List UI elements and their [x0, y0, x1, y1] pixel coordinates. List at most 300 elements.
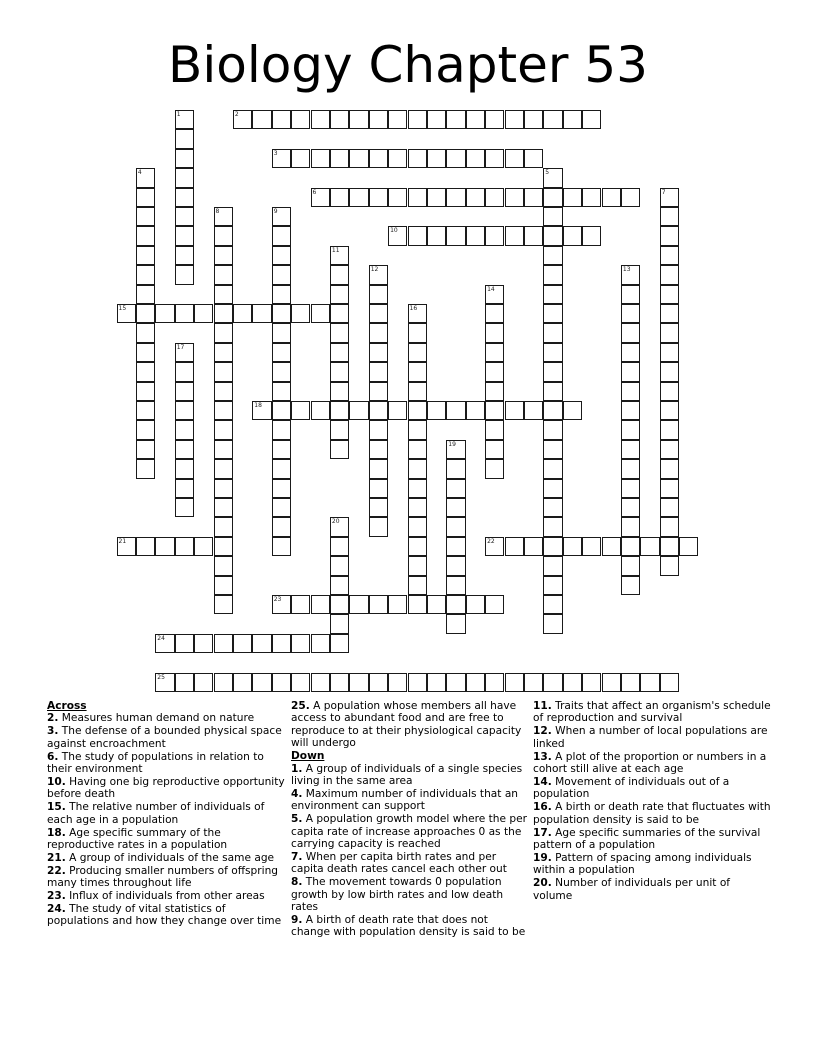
- grid-cell[interactable]: [408, 673, 427, 692]
- grid-cell[interactable]: [311, 595, 330, 614]
- grid-cell[interactable]: [272, 207, 291, 226]
- grid-cell[interactable]: [524, 110, 543, 129]
- grid-cell[interactable]: [155, 634, 174, 653]
- grid-cell[interactable]: [582, 226, 601, 245]
- grid-cell[interactable]: [524, 188, 543, 207]
- grid-cell[interactable]: [621, 498, 640, 517]
- grid-cell[interactable]: [175, 168, 194, 187]
- grid-cell[interactable]: [272, 595, 291, 614]
- grid-cell[interactable]: [466, 673, 485, 692]
- grid-cell[interactable]: [563, 226, 582, 245]
- grid-cell[interactable]: [466, 226, 485, 245]
- grid-cell[interactable]: [524, 149, 543, 168]
- grid-cell[interactable]: [311, 634, 330, 653]
- grid-cell[interactable]: [602, 673, 621, 692]
- grid-cell[interactable]: [408, 537, 427, 556]
- grid-cell[interactable]: [369, 595, 388, 614]
- grid-cell[interactable]: [660, 226, 679, 245]
- grid-cell[interactable]: [330, 614, 349, 633]
- grid-cell[interactable]: [214, 634, 233, 653]
- grid-cell[interactable]: [427, 226, 446, 245]
- grid-cell[interactable]: [214, 537, 233, 556]
- grid-cell[interactable]: [136, 168, 155, 187]
- grid-cell[interactable]: [214, 498, 233, 517]
- grid-cell[interactable]: [175, 537, 194, 556]
- grid-cell[interactable]: [660, 343, 679, 362]
- grid-cell[interactable]: [408, 343, 427, 362]
- grid-cell[interactable]: [660, 207, 679, 226]
- grid-cell[interactable]: [408, 459, 427, 478]
- grid-cell[interactable]: [446, 459, 465, 478]
- grid-cell[interactable]: [330, 595, 349, 614]
- grid-cell[interactable]: [543, 556, 562, 575]
- grid-cell[interactable]: [621, 188, 640, 207]
- grid-cell[interactable]: [660, 401, 679, 420]
- grid-cell[interactable]: [214, 323, 233, 342]
- grid-cell[interactable]: [543, 420, 562, 439]
- grid-cell[interactable]: [446, 149, 465, 168]
- grid-cell[interactable]: [563, 673, 582, 692]
- grid-cell[interactable]: [543, 595, 562, 614]
- grid-cell[interactable]: [408, 110, 427, 129]
- grid-cell[interactable]: [446, 440, 465, 459]
- grid-cell[interactable]: [563, 188, 582, 207]
- grid-cell[interactable]: [272, 440, 291, 459]
- grid-cell[interactable]: [349, 149, 368, 168]
- grid-cell[interactable]: [369, 323, 388, 342]
- grid-cell[interactable]: [272, 304, 291, 323]
- grid-cell[interactable]: [408, 479, 427, 498]
- grid-cell[interactable]: [505, 110, 524, 129]
- grid-cell[interactable]: [214, 517, 233, 536]
- grid-cell[interactable]: [175, 401, 194, 420]
- grid-cell[interactable]: [408, 440, 427, 459]
- grid-cell[interactable]: [136, 362, 155, 381]
- grid-cell[interactable]: [446, 673, 465, 692]
- grid-cell[interactable]: [388, 110, 407, 129]
- grid-cell[interactable]: [427, 673, 446, 692]
- grid-cell[interactable]: [330, 517, 349, 536]
- grid-cell[interactable]: [524, 673, 543, 692]
- grid-cell[interactable]: [543, 188, 562, 207]
- grid-cell[interactable]: [330, 246, 349, 265]
- grid-cell[interactable]: [660, 323, 679, 342]
- grid-cell[interactable]: [660, 420, 679, 439]
- grid-cell[interactable]: [485, 323, 504, 342]
- grid-cell[interactable]: [136, 343, 155, 362]
- grid-cell[interactable]: [543, 498, 562, 517]
- grid-cell[interactable]: [524, 537, 543, 556]
- grid-cell[interactable]: [175, 110, 194, 129]
- grid-cell[interactable]: [330, 285, 349, 304]
- grid-cell[interactable]: [660, 265, 679, 284]
- grid-cell[interactable]: [582, 537, 601, 556]
- grid-cell[interactable]: [175, 459, 194, 478]
- grid-cell[interactable]: [272, 537, 291, 556]
- grid-cell[interactable]: [272, 265, 291, 284]
- grid-cell[interactable]: [330, 343, 349, 362]
- grid-cell[interactable]: [369, 673, 388, 692]
- grid-cell[interactable]: [621, 556, 640, 575]
- grid-cell[interactable]: [175, 498, 194, 517]
- grid-cell[interactable]: [252, 110, 271, 129]
- grid-cell[interactable]: [369, 362, 388, 381]
- grid-cell[interactable]: [427, 188, 446, 207]
- grid-cell[interactable]: [621, 362, 640, 381]
- grid-cell[interactable]: [602, 537, 621, 556]
- grid-cell[interactable]: [330, 362, 349, 381]
- grid-cell[interactable]: [660, 188, 679, 207]
- grid-cell[interactable]: [330, 537, 349, 556]
- grid-cell[interactable]: [543, 459, 562, 478]
- grid-cell[interactable]: [214, 304, 233, 323]
- grid-cell[interactable]: [485, 362, 504, 381]
- grid-cell[interactable]: [330, 265, 349, 284]
- grid-cell[interactable]: [621, 576, 640, 595]
- grid-cell[interactable]: [408, 323, 427, 342]
- grid-cell[interactable]: [349, 673, 368, 692]
- grid-cell[interactable]: [660, 440, 679, 459]
- grid-cell[interactable]: [660, 556, 679, 575]
- grid-cell[interactable]: [214, 362, 233, 381]
- grid-cell[interactable]: [582, 110, 601, 129]
- grid-cell[interactable]: [543, 362, 562, 381]
- grid-cell[interactable]: [349, 110, 368, 129]
- grid-cell[interactable]: [621, 285, 640, 304]
- grid-cell[interactable]: [485, 459, 504, 478]
- grid-cell[interactable]: [330, 304, 349, 323]
- grid-cell[interactable]: [640, 673, 659, 692]
- grid-cell[interactable]: [543, 323, 562, 342]
- grid-cell[interactable]: [446, 517, 465, 536]
- grid-cell[interactable]: [330, 188, 349, 207]
- grid-cell[interactable]: [136, 323, 155, 342]
- grid-cell[interactable]: [446, 556, 465, 575]
- grid-cell[interactable]: [272, 420, 291, 439]
- grid-cell[interactable]: [446, 498, 465, 517]
- grid-cell[interactable]: [563, 401, 582, 420]
- grid-cell[interactable]: [233, 634, 252, 653]
- grid-cell[interactable]: [621, 459, 640, 478]
- grid-cell[interactable]: [446, 595, 465, 614]
- grid-cell[interactable]: [272, 343, 291, 362]
- grid-cell[interactable]: [272, 479, 291, 498]
- grid-cell[interactable]: [291, 673, 310, 692]
- grid-cell[interactable]: [330, 323, 349, 342]
- grid-cell[interactable]: [272, 517, 291, 536]
- grid-cell[interactable]: [621, 343, 640, 362]
- grid-cell[interactable]: [272, 246, 291, 265]
- grid-cell[interactable]: [369, 420, 388, 439]
- grid-cell[interactable]: [136, 401, 155, 420]
- grid-cell[interactable]: [621, 382, 640, 401]
- grid-cell[interactable]: [543, 517, 562, 536]
- grid-cell[interactable]: [194, 673, 213, 692]
- grid-cell[interactable]: [330, 401, 349, 420]
- grid-cell[interactable]: [660, 246, 679, 265]
- grid-cell[interactable]: [466, 188, 485, 207]
- grid-cell[interactable]: [621, 479, 640, 498]
- grid-cell[interactable]: [485, 304, 504, 323]
- grid-cell[interactable]: [214, 246, 233, 265]
- grid-cell[interactable]: [214, 401, 233, 420]
- grid-cell[interactable]: [621, 673, 640, 692]
- grid-cell[interactable]: [408, 401, 427, 420]
- grid-cell[interactable]: [136, 226, 155, 245]
- grid-cell[interactable]: [369, 459, 388, 478]
- grid-cell[interactable]: [136, 285, 155, 304]
- grid-cell[interactable]: [582, 188, 601, 207]
- grid-cell[interactable]: [408, 362, 427, 381]
- grid-cell[interactable]: [388, 226, 407, 245]
- grid-cell[interactable]: [660, 537, 679, 556]
- grid-cell[interactable]: [214, 576, 233, 595]
- grid-cell[interactable]: [505, 537, 524, 556]
- grid-cell[interactable]: [369, 382, 388, 401]
- grid-cell[interactable]: [272, 673, 291, 692]
- grid-cell[interactable]: [214, 207, 233, 226]
- grid-cell[interactable]: [155, 673, 174, 692]
- grid-cell[interactable]: [543, 246, 562, 265]
- grid-cell[interactable]: [543, 614, 562, 633]
- grid-cell[interactable]: [524, 226, 543, 245]
- grid-cell[interactable]: [175, 207, 194, 226]
- grid-cell[interactable]: [175, 479, 194, 498]
- grid-cell[interactable]: [621, 420, 640, 439]
- grid-cell[interactable]: [291, 401, 310, 420]
- grid-cell[interactable]: [369, 517, 388, 536]
- grid-cell[interactable]: [408, 188, 427, 207]
- grid-cell[interactable]: [485, 343, 504, 362]
- grid-cell[interactable]: [136, 459, 155, 478]
- grid-cell[interactable]: [485, 595, 504, 614]
- grid-cell[interactable]: [330, 634, 349, 653]
- grid-cell[interactable]: [330, 576, 349, 595]
- grid-cell[interactable]: [446, 576, 465, 595]
- grid-cell[interactable]: [272, 401, 291, 420]
- grid-cell[interactable]: [621, 537, 640, 556]
- grid-cell[interactable]: [485, 382, 504, 401]
- grid-cell[interactable]: [194, 634, 213, 653]
- grid-cell[interactable]: [175, 129, 194, 148]
- grid-cell[interactable]: [214, 285, 233, 304]
- grid-cell[interactable]: [408, 420, 427, 439]
- grid-cell[interactable]: [543, 207, 562, 226]
- grid-cell[interactable]: [252, 401, 271, 420]
- grid-cell[interactable]: [485, 149, 504, 168]
- grid-cell[interactable]: [408, 517, 427, 536]
- grid-cell[interactable]: [272, 362, 291, 381]
- grid-cell[interactable]: [388, 673, 407, 692]
- grid-cell[interactable]: [505, 226, 524, 245]
- grid-cell[interactable]: [582, 673, 601, 692]
- grid-cell[interactable]: [446, 110, 465, 129]
- grid-cell[interactable]: [408, 226, 427, 245]
- grid-cell[interactable]: [485, 226, 504, 245]
- grid-cell[interactable]: [175, 440, 194, 459]
- grid-cell[interactable]: [330, 440, 349, 459]
- grid-cell[interactable]: [446, 188, 465, 207]
- grid-cell[interactable]: [485, 285, 504, 304]
- grid-cell[interactable]: [233, 110, 252, 129]
- grid-cell[interactable]: [175, 673, 194, 692]
- grid-cell[interactable]: [311, 188, 330, 207]
- grid-cell[interactable]: [543, 343, 562, 362]
- grid-cell[interactable]: [543, 304, 562, 323]
- grid-cell[interactable]: [621, 440, 640, 459]
- grid-cell[interactable]: [427, 149, 446, 168]
- grid-cell[interactable]: [175, 188, 194, 207]
- grid-cell[interactable]: [388, 188, 407, 207]
- grid-cell[interactable]: [136, 188, 155, 207]
- grid-cell[interactable]: [446, 614, 465, 633]
- grid-cell[interactable]: [291, 149, 310, 168]
- grid-cell[interactable]: [252, 634, 271, 653]
- grid-cell[interactable]: [349, 595, 368, 614]
- grid-cell[interactable]: [408, 382, 427, 401]
- grid-cell[interactable]: [311, 304, 330, 323]
- grid-cell[interactable]: [485, 401, 504, 420]
- grid-cell[interactable]: [543, 265, 562, 284]
- grid-cell[interactable]: [349, 401, 368, 420]
- grid-cell[interactable]: [272, 634, 291, 653]
- grid-cell[interactable]: [466, 149, 485, 168]
- grid-cell[interactable]: [485, 440, 504, 459]
- grid-cell[interactable]: [272, 498, 291, 517]
- grid-cell[interactable]: [330, 382, 349, 401]
- grid-cell[interactable]: [543, 382, 562, 401]
- grid-cell[interactable]: [543, 401, 562, 420]
- grid-cell[interactable]: [214, 595, 233, 614]
- grid-cell[interactable]: [272, 110, 291, 129]
- grid-cell[interactable]: [175, 420, 194, 439]
- grid-cell[interactable]: [311, 149, 330, 168]
- grid-cell[interactable]: [175, 246, 194, 265]
- grid-cell[interactable]: [660, 479, 679, 498]
- grid-cell[interactable]: [330, 149, 349, 168]
- grid-cell[interactable]: [175, 634, 194, 653]
- grid-cell[interactable]: [563, 537, 582, 556]
- grid-cell[interactable]: [524, 401, 543, 420]
- grid-cell[interactable]: [679, 537, 698, 556]
- grid-cell[interactable]: [330, 110, 349, 129]
- grid-cell[interactable]: [252, 304, 271, 323]
- grid-cell[interactable]: [369, 188, 388, 207]
- grid-cell[interactable]: [252, 673, 271, 692]
- grid-cell[interactable]: [640, 537, 659, 556]
- grid-cell[interactable]: [330, 673, 349, 692]
- grid-cell[interactable]: [155, 304, 174, 323]
- grid-cell[interactable]: [194, 537, 213, 556]
- grid-cell[interactable]: [505, 673, 524, 692]
- grid-cell[interactable]: [291, 110, 310, 129]
- grid-cell[interactable]: [621, 265, 640, 284]
- grid-cell[interactable]: [505, 149, 524, 168]
- grid-cell[interactable]: [485, 673, 504, 692]
- grid-cell[interactable]: [446, 226, 465, 245]
- grid-cell[interactable]: [543, 226, 562, 245]
- grid-cell[interactable]: [136, 420, 155, 439]
- grid-cell[interactable]: [136, 304, 155, 323]
- grid-cell[interactable]: [466, 401, 485, 420]
- grid-cell[interactable]: [175, 362, 194, 381]
- grid-cell[interactable]: [621, 401, 640, 420]
- grid-cell[interactable]: [175, 265, 194, 284]
- grid-cell[interactable]: [272, 382, 291, 401]
- grid-cell[interactable]: [621, 323, 640, 342]
- grid-cell[interactable]: [446, 401, 465, 420]
- grid-cell[interactable]: [136, 382, 155, 401]
- grid-cell[interactable]: [117, 304, 136, 323]
- grid-cell[interactable]: [563, 110, 582, 129]
- grid-cell[interactable]: [175, 304, 194, 323]
- grid-cell[interactable]: [660, 285, 679, 304]
- grid-cell[interactable]: [214, 265, 233, 284]
- grid-cell[interactable]: [388, 149, 407, 168]
- grid-cell[interactable]: [175, 226, 194, 245]
- grid-cell[interactable]: [117, 537, 136, 556]
- grid-cell[interactable]: [136, 440, 155, 459]
- grid-cell[interactable]: [214, 556, 233, 575]
- grid-cell[interactable]: [543, 673, 562, 692]
- grid-cell[interactable]: [408, 556, 427, 575]
- grid-cell[interactable]: [543, 537, 562, 556]
- grid-cell[interactable]: [505, 401, 524, 420]
- grid-cell[interactable]: [485, 110, 504, 129]
- grid-cell[interactable]: [369, 265, 388, 284]
- grid-cell[interactable]: [311, 673, 330, 692]
- grid-cell[interactable]: [369, 285, 388, 304]
- grid-cell[interactable]: [466, 110, 485, 129]
- grid-cell[interactable]: [233, 673, 252, 692]
- grid-cell[interactable]: [214, 440, 233, 459]
- grid-cell[interactable]: [175, 343, 194, 362]
- grid-cell[interactable]: [408, 304, 427, 323]
- grid-cell[interactable]: [408, 595, 427, 614]
- grid-cell[interactable]: [446, 479, 465, 498]
- grid-cell[interactable]: [272, 226, 291, 245]
- grid-cell[interactable]: [175, 382, 194, 401]
- grid-cell[interactable]: [136, 246, 155, 265]
- grid-cell[interactable]: [408, 576, 427, 595]
- grid-cell[interactable]: [485, 188, 504, 207]
- grid-cell[interactable]: [485, 420, 504, 439]
- grid-cell[interactable]: [485, 537, 504, 556]
- grid-cell[interactable]: [427, 595, 446, 614]
- grid-cell[interactable]: [543, 479, 562, 498]
- grid-cell[interactable]: [543, 576, 562, 595]
- grid-cell[interactable]: [272, 459, 291, 478]
- grid-cell[interactable]: [660, 382, 679, 401]
- grid-cell[interactable]: [136, 207, 155, 226]
- grid-cell[interactable]: [543, 285, 562, 304]
- grid-cell[interactable]: [330, 420, 349, 439]
- grid-cell[interactable]: [369, 304, 388, 323]
- grid-cell[interactable]: [291, 595, 310, 614]
- grid-cell[interactable]: [155, 537, 174, 556]
- grid-cell[interactable]: [369, 440, 388, 459]
- grid-cell[interactable]: [660, 498, 679, 517]
- grid-cell[interactable]: [660, 362, 679, 381]
- grid-cell[interactable]: [214, 459, 233, 478]
- grid-cell[interactable]: [388, 595, 407, 614]
- grid-cell[interactable]: [330, 556, 349, 575]
- grid-cell[interactable]: [543, 168, 562, 187]
- grid-cell[interactable]: [214, 479, 233, 498]
- grid-cell[interactable]: [311, 110, 330, 129]
- grid-cell[interactable]: [311, 401, 330, 420]
- grid-cell[interactable]: [369, 498, 388, 517]
